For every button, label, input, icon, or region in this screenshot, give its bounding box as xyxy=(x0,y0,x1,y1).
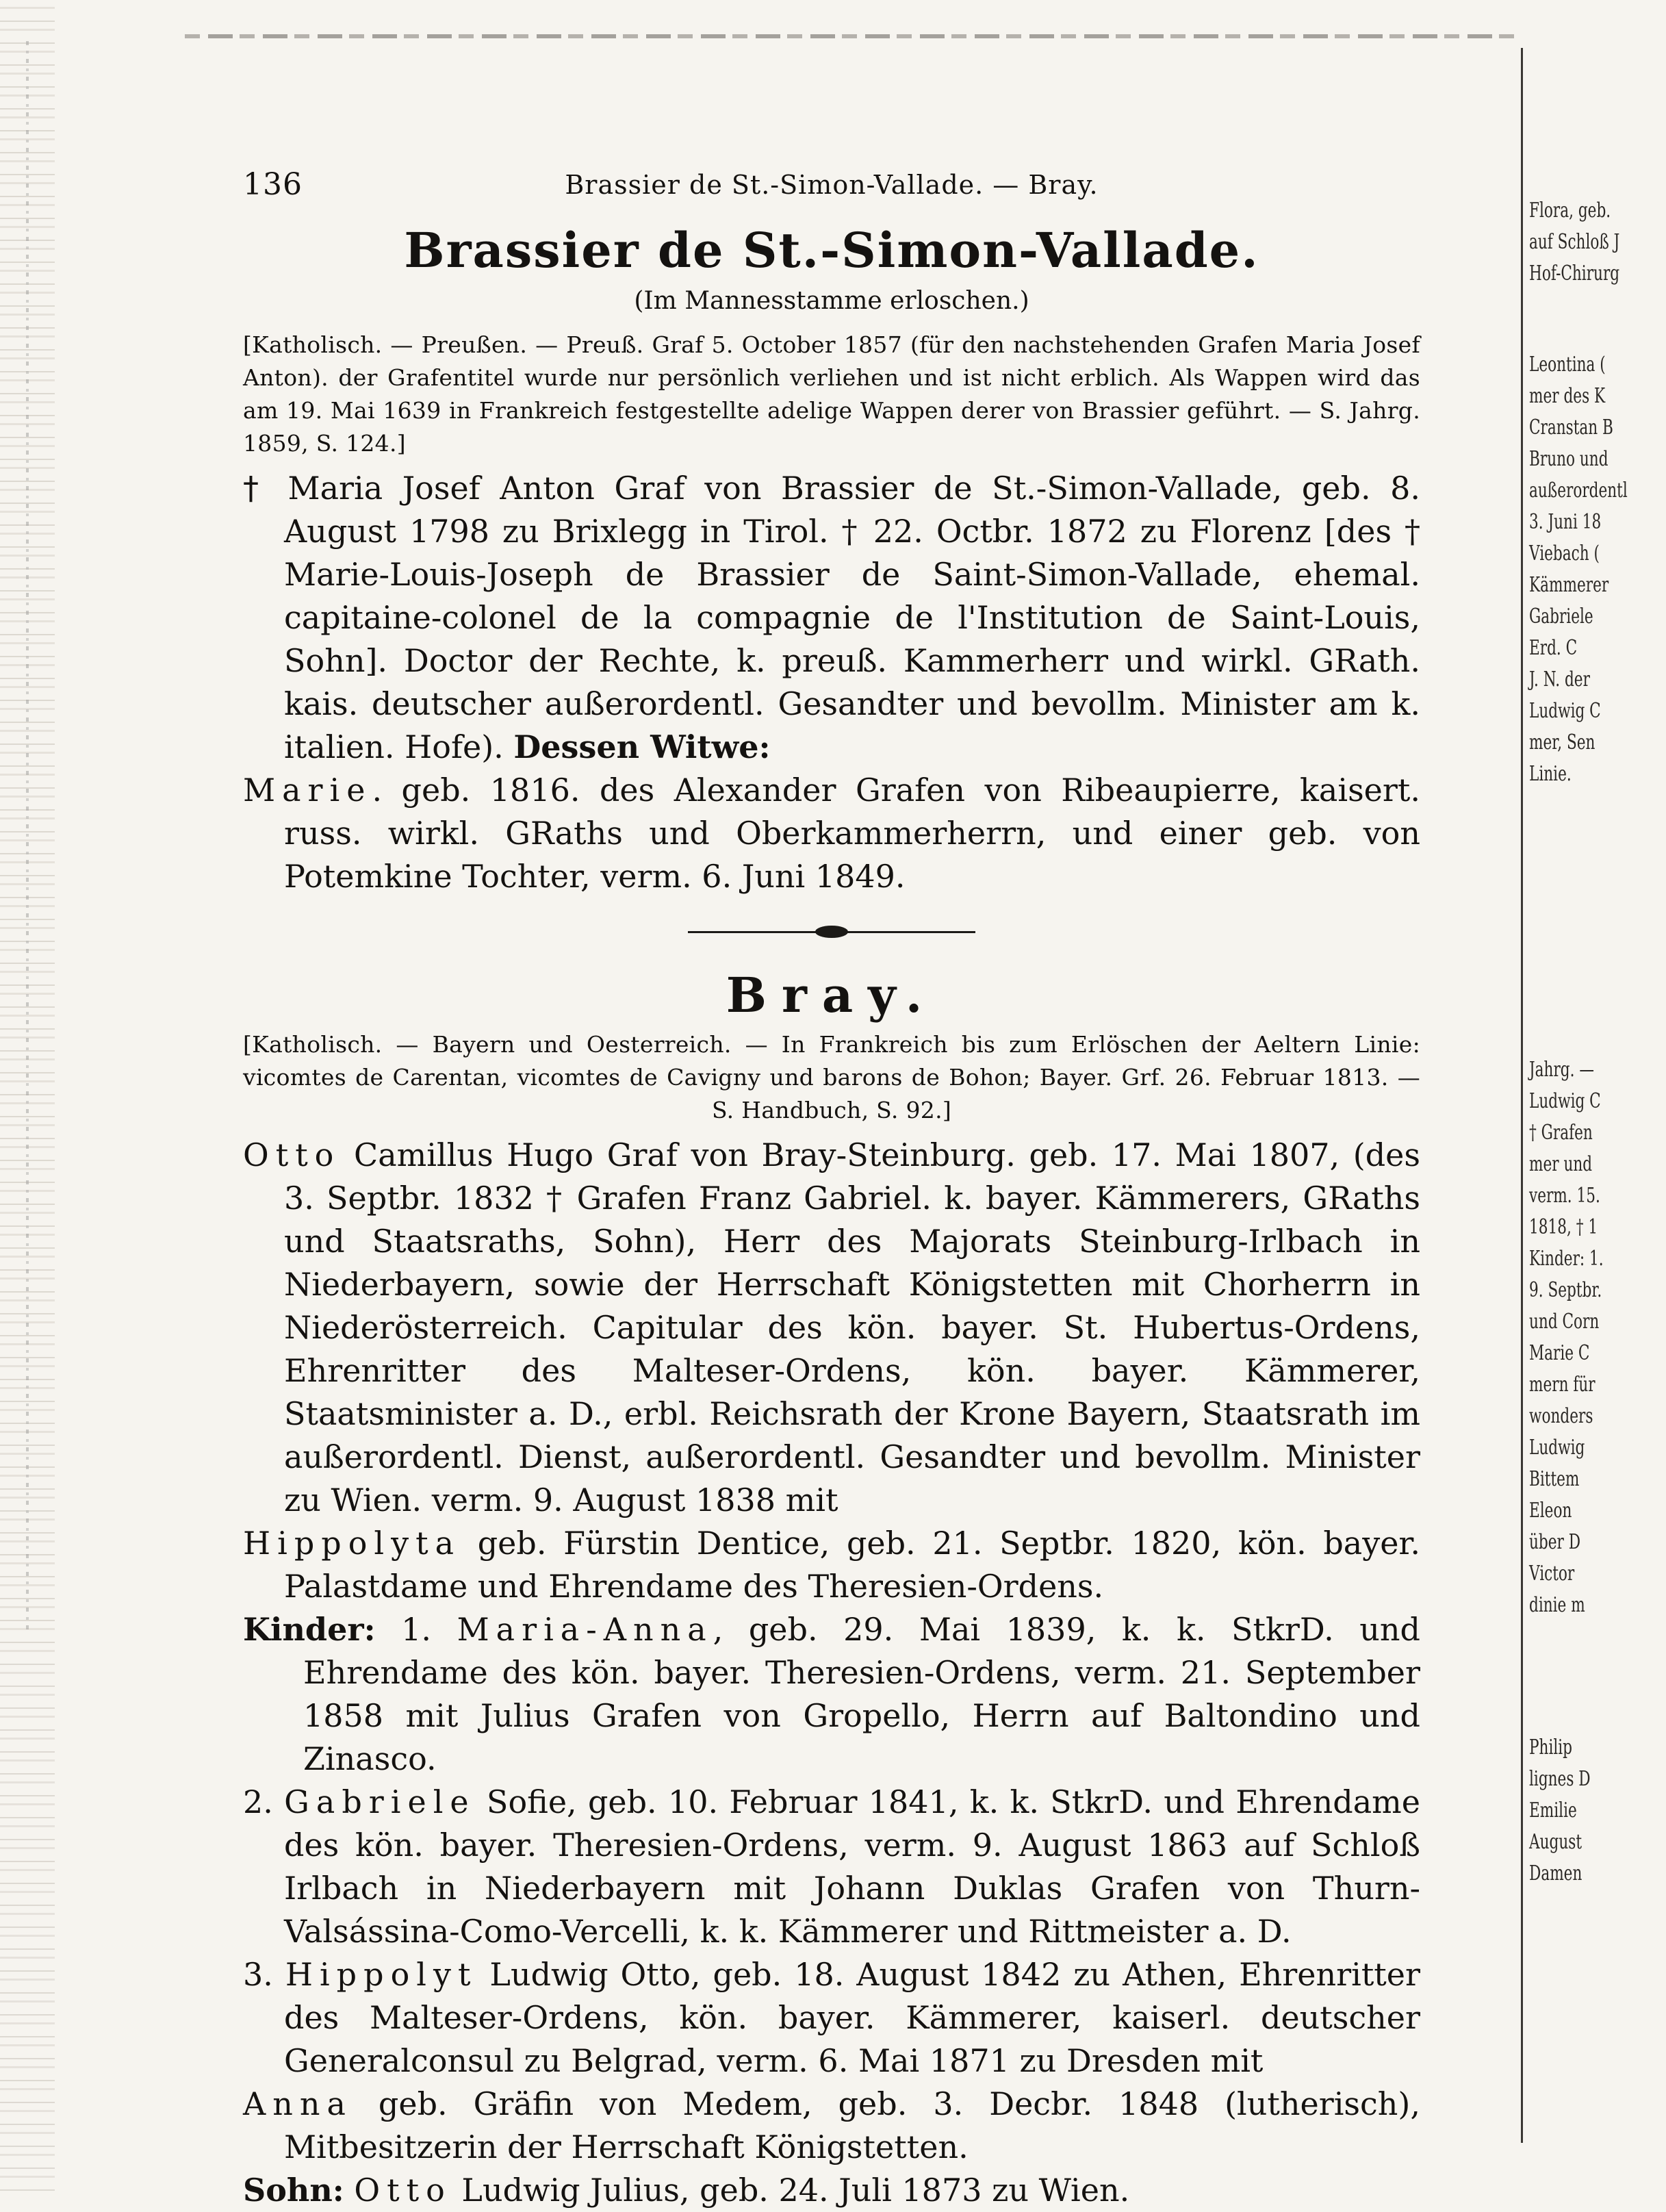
child-number: 3. xyxy=(243,1956,285,1993)
document-page xyxy=(243,163,1420,2212)
adjacent-page-bleed xyxy=(1526,157,1643,1885)
person-name: Gabriele xyxy=(284,1783,476,1820)
entry-maria-josef-anton xyxy=(243,467,1420,769)
bleed-line: Bruno und xyxy=(1529,447,1609,471)
bleed-line: J. N. der xyxy=(1529,668,1590,691)
entry-anna xyxy=(243,2083,1420,2169)
scan-top-rule xyxy=(185,34,1520,38)
deceased-cross-icon: † xyxy=(243,470,268,507)
entry-widow-marie xyxy=(243,769,1420,898)
bleed-line: 9. Septbr. xyxy=(1529,1278,1602,1302)
bleed-line: und Corn xyxy=(1529,1310,1600,1334)
bleed-line: verm. 15. xyxy=(1529,1184,1600,1208)
bleed-line: Leontina ( xyxy=(1529,353,1606,377)
entry-text: . geb. 1816. des Alexander Grafen von Ribeaupierre, kaisert. russ. wirkl. GRaths und Oberkammerherrn, und einer geb. von Potemkine Tochter, verm. 6. Juni 1849. xyxy=(284,772,1420,895)
page-number: 136 xyxy=(243,167,303,202)
bleed-group-1 xyxy=(1529,195,1655,290)
person-name: Hippolyt xyxy=(285,1956,478,1993)
bleed-line: 1818, † 1 xyxy=(1529,1215,1598,1239)
bleed-line: Emilie xyxy=(1529,1798,1577,1822)
bleed-line: über D xyxy=(1529,1530,1581,1554)
child-number: 2. xyxy=(243,1783,285,1820)
bleed-line: mer und xyxy=(1529,1152,1593,1176)
bleed-line: Ludwig C xyxy=(1529,699,1601,723)
entry-otto-camillus xyxy=(243,1134,1420,1522)
person-name: Marie xyxy=(243,772,372,809)
bleed-line: Bittem xyxy=(1529,1467,1580,1491)
child-number: 1. xyxy=(375,1611,457,1648)
bleed-line: mer des K xyxy=(1529,384,1606,408)
bleed-line: August xyxy=(1529,1830,1582,1854)
bleed-line: Marie C xyxy=(1529,1341,1590,1365)
bleed-line: Jahrg. — xyxy=(1529,1058,1594,1082)
bleed-line: 3. Juni 18 xyxy=(1529,510,1602,534)
entry-hippolyta xyxy=(243,1522,1420,1608)
bleed-line: † Grafen xyxy=(1529,1121,1593,1145)
person-name: Otto xyxy=(243,1136,341,1173)
children-label: Kinder: xyxy=(243,1611,376,1648)
page-gutter-line xyxy=(1521,48,1523,2143)
bleed-group-3 xyxy=(1529,1054,1632,1621)
widow-label: Dessen Witwe: xyxy=(513,728,771,765)
bleed-line: Hof-Chirurg xyxy=(1529,262,1620,285)
bleed-line: Erd. C xyxy=(1529,636,1578,660)
entry-text: geb. Gräfin von Medem, geb. 3. Decbr. 1848 (lutherisch), Mitbesitzerin der Herrschaft Königstetten. xyxy=(284,2085,1420,2165)
person-name: Otto xyxy=(354,2172,452,2209)
bleed-line: Linie. xyxy=(1529,762,1572,786)
section-intro-bray: [Katholisch. — Bayern und Oesterreich. — In Frankreich bis zum Erlöschen der Aeltern Linie: vicomtes de Carentan, vicomtes de Cavigny und barons de Bohon; Bayer. Grf. 26. Februar 1813. — S. Handbuch, S. 92.] xyxy=(243,1031,1420,1123)
section-title-brassier: Brassier de St.-Simon-Vallade. xyxy=(404,222,1259,279)
bleed-line: Cranstan B xyxy=(1529,416,1613,440)
bleed-group-4 xyxy=(1529,1732,1614,1890)
entry-text: , geb. 29. Mai 1839, k. k. StkrD. und Ehrendame des kön. bayer. Theresien-Ordens, verm. 21. September 1858 mit Julius Grafen von Gropello, Herrn auf Baltondino und Zinasco. xyxy=(303,1611,1420,1777)
entry-child-1 xyxy=(243,1608,1420,1781)
bleed-line: Philip xyxy=(1529,1736,1572,1759)
bleed-line: Ludwig C xyxy=(1529,1089,1601,1113)
entry-child-2 xyxy=(243,1781,1420,1953)
bleed-line: Ludwig xyxy=(1529,1436,1585,1460)
entry-text: Camillus Hugo Graf von Bray-Steinburg. geb. 17. Mai 1807, (des 3. Septbr. 1832 † Grafen Franz Gabriel. k. bayer. Kämmerers, GRaths und Staatsraths, Sohn), Herr des Majorats Steinburg-Irlbach in Niederbayern, sowie der Herrschaft Königstetten mit Chorherrn in Niederösterreich. Capitular des kön. bayer. St. Hubertus-Ordens, Ehrenritter des Malteser-Ordens, kön. bayer. Kämmerer, Staatsminister a. D., erbl. Reichsrath der Krone Bayern, Staatsrath im außerordentl. Dienst, außerordentl. Gesandter und bevollm. Minister zu Wien. verm. 9. August 1838 mit xyxy=(284,1136,1420,1518)
section-subtitle: (Im Mannesstamme erloschen.) xyxy=(634,287,1029,315)
entry-text: Sofie, geb. 10. Februar 1841, k. k. StkrD. und Ehrendame des kön. bayer. Theresien-Ordens, verm. 9. August 1863 auf Schloß Irlbach in Niederbayern mit Johann Duklas Grafen von Thurn-Valsássina-Como-Vercelli, k. k. Kämmerer und Rittmeister a. D. xyxy=(284,1783,1420,1950)
person-name: Maria-Anna xyxy=(457,1611,713,1648)
bleed-line: Kämmerer xyxy=(1529,573,1609,597)
bleed-line: Gabriele xyxy=(1529,605,1593,628)
scan-binding-edge xyxy=(0,0,55,2191)
running-title: Brassier de St.-Simon-Vallade. — Bray. xyxy=(565,170,1099,200)
entry-son-otto-ludwig xyxy=(243,2169,1420,2212)
bleed-line: mern für xyxy=(1529,1373,1595,1397)
section-intro-brassier: [Katholisch. — Preußen. — Preuß. Graf 5. October 1857 (für den nachstehenden Grafen Maria Josef Anton). der Grafentitel wurde nur persönlich verliehen und ist nicht erblich. Als Wappen wird das am 19. Mai 1639 in Frankreich festgestellte adelige Wappen derer von Brassier geführt. — S. Jahrg. 1859, S. 124.] xyxy=(243,331,1420,457)
bleed-line: lignes D xyxy=(1529,1767,1591,1791)
section-separator-ornament xyxy=(688,921,975,942)
bleed-line: Kinder: 1. xyxy=(1529,1247,1604,1271)
entry-text: Maria Josef Anton Graf von Brassier de St.-Simon-Vallade, geb. 8. August 1798 zu Brixlegg in Tirol. † 22. Octbr. 1872 zu Florenz [des † Marie-Louis-Joseph de Brassier de Saint-Simon-Vallade, ehemal. capitaine-colonel de la compagnie de l'Institution de Saint-Louis, Sohn]. Doctor der Rechte, k. preuß. Kammerherr und wirkl. GRath. kais. deutscher außerordentl. Gesandter und bevollm. Minister am k. italien. Hofe). xyxy=(284,470,1421,765)
entry-text: Ludwig Julius, geb. 24. Juli 1873 zu Wien. xyxy=(451,2172,1130,2209)
bleed-line: außerordentl xyxy=(1529,479,1628,503)
entry-text: Ludwig Otto, geb. 18. August 1842 zu Athen, Ehrenritter des Malteser-Ordens, kön. bayer. Kämmerer, kaiserl. deutscher Generalconsul zu Belgrad, verm. 6. Mai 1871 zu Dresden mit xyxy=(284,1956,1421,2079)
entry-text: geb. Fürstin Dentice, geb. 21. Septbr. 1820, kön. bayer. Palastdame und Ehrendame des Theresien-Ordens. xyxy=(284,1525,1420,1605)
bleed-line: Viebach ( xyxy=(1529,542,1600,565)
entry-child-3 xyxy=(243,1953,1420,2083)
bleed-line: auf Schloß J xyxy=(1529,230,1620,254)
bleed-line: wonders xyxy=(1529,1404,1593,1428)
bleed-line: mer, Sen xyxy=(1529,730,1595,754)
bleed-group-2 xyxy=(1529,349,1666,790)
bleed-line: dinie m xyxy=(1529,1593,1585,1617)
running-header xyxy=(243,163,1420,218)
bleed-line: Damen xyxy=(1529,1861,1582,1885)
section-title-bray: Bray. xyxy=(726,967,938,1024)
bleed-line: Flora, geb. xyxy=(1529,199,1611,223)
person-name: Anna xyxy=(243,2085,353,2122)
bleed-line: Eleon xyxy=(1529,1499,1572,1523)
son-label: Sohn: xyxy=(243,2172,344,2209)
bleed-line: Victor xyxy=(1529,1562,1575,1586)
person-name: Hippolyta xyxy=(243,1525,461,1562)
